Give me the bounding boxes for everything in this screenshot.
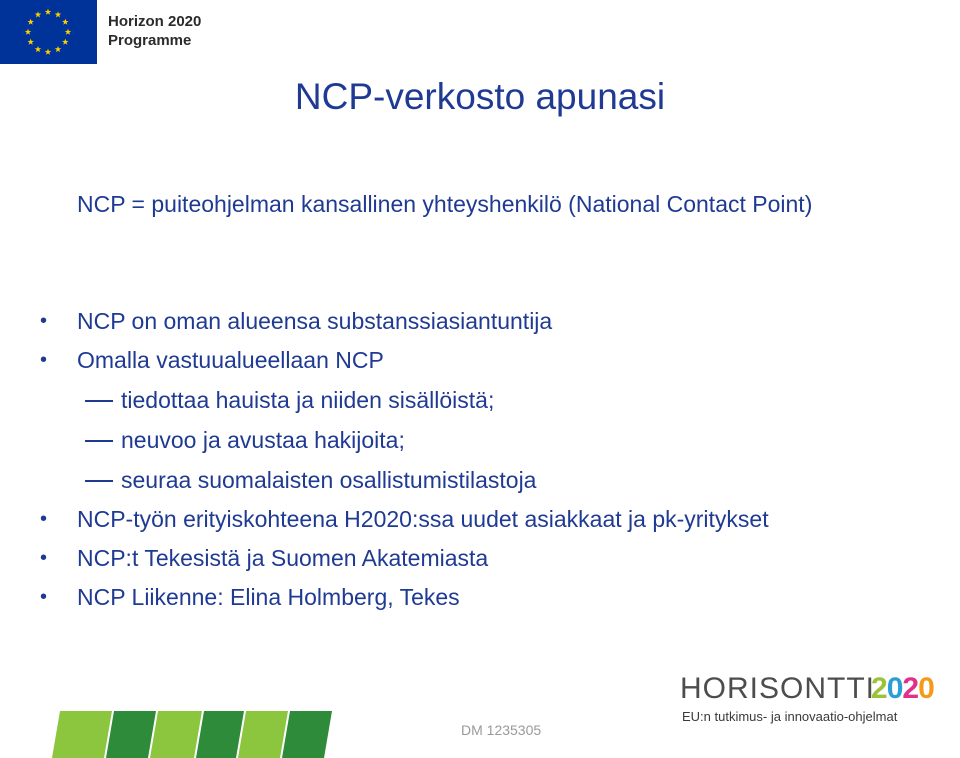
bullet-text: seuraa suomalaisten osallistumistilastoja — [121, 467, 537, 493]
intro-text: NCP = puiteohjelman kansallinen yhteyshenkilö (National Contact Point) — [77, 191, 813, 217]
dash-marker — [85, 480, 113, 482]
bullet-marker: • — [40, 586, 48, 608]
bullet-item — [0, 341, 960, 380]
eu-flag-icon — [0, 0, 97, 64]
stripe — [196, 711, 244, 758]
horizon-2020-label — [108, 12, 201, 50]
year-digit: 0 — [918, 672, 934, 705]
bullet-marker: • — [40, 349, 48, 371]
green-stripes-decoration — [52, 711, 342, 758]
bullet-item — [0, 302, 960, 341]
sub-bullet-item — [0, 420, 960, 460]
horisontti-year — [871, 672, 934, 706]
horisontti-subtitle: EU:n tutkimus- ja innovaatio-ohjelmat — [682, 709, 898, 724]
dash-marker — [85, 440, 113, 442]
document-number: DM 1235305 — [461, 722, 542, 738]
stripe — [150, 711, 202, 758]
page-title: NCP-verkosto apunasi — [294, 76, 666, 117]
stripe — [238, 711, 288, 758]
stripe — [52, 711, 112, 758]
bullet-text: NCP on oman alueensa substanssiasiantuntija — [77, 308, 553, 334]
year-digit: 0 — [886, 672, 903, 705]
bullet-marker: • — [40, 547, 48, 569]
sub-bullet-item — [0, 460, 960, 500]
bullet-marker: • — [40, 310, 48, 332]
bullet-text: NCP-työn erityiskohteena H2020:ssa uudet asiakkaat ja pk-yritykset — [77, 506, 769, 532]
year-digit: 2 — [902, 672, 919, 705]
bullet-item — [0, 578, 960, 617]
year-digit: 2 — [871, 672, 887, 705]
bullet-text: NCP Liikenne: Elina Holmberg, Tekes — [77, 584, 460, 610]
horisontti-2020-logo — [680, 672, 960, 732]
stripe — [282, 711, 332, 758]
bullet-marker: • — [40, 508, 48, 530]
bullet-item — [0, 539, 960, 578]
sub-bullet-item — [0, 380, 960, 420]
bullet-text: tiedottaa hauista ja niiden sisällöistä; — [121, 387, 495, 413]
dash-marker — [85, 400, 113, 402]
horisontti-word: HORISONTTI — [680, 672, 875, 705]
bullet-text: NCP:t Tekesistä ja Suomen Akatemiasta — [77, 545, 489, 571]
bullet-text: Omalla vastuualueellaan NCP — [77, 347, 384, 373]
horizon-2020-line1: Horizon 2020 — [108, 13, 202, 30]
horizon-2020-line2: Programme — [108, 32, 192, 49]
bullet-list — [0, 302, 960, 617]
stripe — [106, 711, 156, 758]
bullet-text: neuvoo ja avustaa hakijoita; — [121, 427, 405, 453]
bullet-item — [0, 500, 960, 539]
